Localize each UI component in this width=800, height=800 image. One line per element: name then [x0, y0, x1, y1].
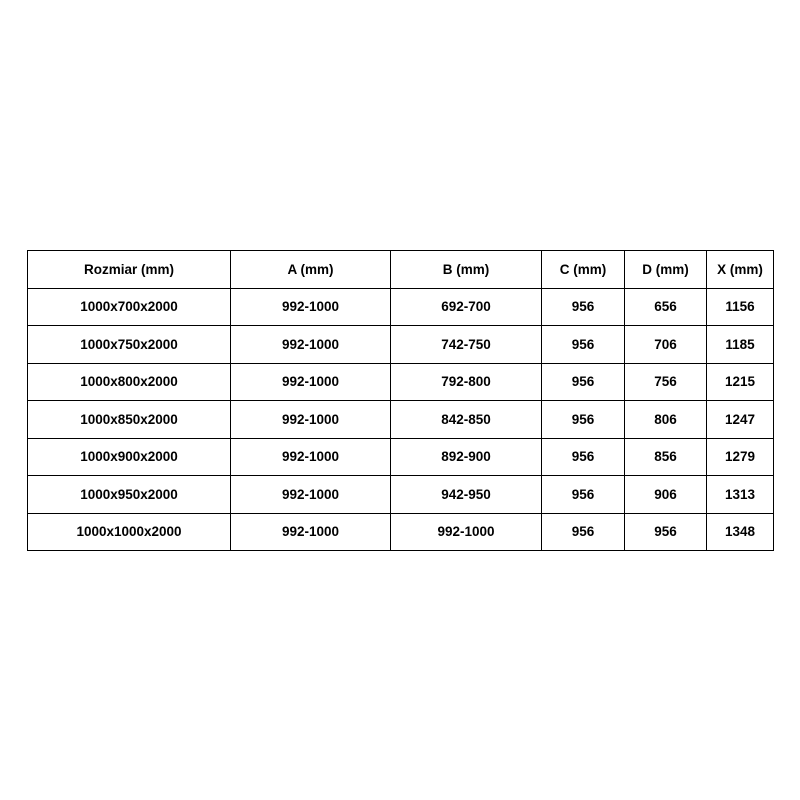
- size-table: [27, 250, 774, 551]
- table-header: [28, 251, 774, 289]
- cell-rozmiar: 1000x700x2000: [28, 288, 231, 326]
- cell-c: 956: [542, 513, 625, 551]
- cell-a: 992-1000: [231, 288, 391, 326]
- cell-rozmiar: 1000x850x2000: [28, 401, 231, 439]
- cell-b: 942-950: [391, 476, 542, 514]
- cell-x: 1348: [707, 513, 774, 551]
- cell-x: 1313: [707, 476, 774, 514]
- column-header-rozmiar: Rozmiar (mm): [28, 251, 231, 289]
- column-header-b: B (mm): [391, 251, 542, 289]
- cell-c: 956: [542, 438, 625, 476]
- table-row: [28, 438, 774, 476]
- cell-b: 992-1000: [391, 513, 542, 551]
- cell-c: 956: [542, 401, 625, 439]
- cell-a: 992-1000: [231, 438, 391, 476]
- table-row: [28, 476, 774, 514]
- table-row: [28, 363, 774, 401]
- table-row: [28, 326, 774, 364]
- table-body: [28, 288, 774, 551]
- cell-b: 842-850: [391, 401, 542, 439]
- cell-rozmiar: 1000x900x2000: [28, 438, 231, 476]
- cell-a: 992-1000: [231, 513, 391, 551]
- cell-b: 692-700: [391, 288, 542, 326]
- cell-x: 1247: [707, 401, 774, 439]
- table-row: [28, 401, 774, 439]
- cell-d: 756: [625, 363, 707, 401]
- table-row: [28, 288, 774, 326]
- cell-x: 1215: [707, 363, 774, 401]
- cell-rozmiar: 1000x750x2000: [28, 326, 231, 364]
- column-header-a: A (mm): [231, 251, 391, 289]
- cell-a: 992-1000: [231, 363, 391, 401]
- cell-rozmiar: 1000x1000x2000: [28, 513, 231, 551]
- cell-a: 992-1000: [231, 476, 391, 514]
- cell-d: 806: [625, 401, 707, 439]
- column-header-x: X (mm): [707, 251, 774, 289]
- cell-c: 956: [542, 363, 625, 401]
- cell-rozmiar: 1000x800x2000: [28, 363, 231, 401]
- cell-d: 706: [625, 326, 707, 364]
- cell-d: 956: [625, 513, 707, 551]
- table-header-row: [28, 251, 774, 289]
- cell-rozmiar: 1000x950x2000: [28, 476, 231, 514]
- cell-d: 906: [625, 476, 707, 514]
- cell-b: 792-800: [391, 363, 542, 401]
- cell-b: 892-900: [391, 438, 542, 476]
- cell-a: 992-1000: [231, 326, 391, 364]
- cell-x: 1185: [707, 326, 774, 364]
- table-row: [28, 513, 774, 551]
- column-header-d: D (mm): [625, 251, 707, 289]
- cell-c: 956: [542, 326, 625, 364]
- cell-a: 992-1000: [231, 401, 391, 439]
- cell-b: 742-750: [391, 326, 542, 364]
- cell-d: 856: [625, 438, 707, 476]
- size-table-container: [27, 250, 773, 551]
- cell-c: 956: [542, 288, 625, 326]
- cell-x: 1156: [707, 288, 774, 326]
- column-header-c: C (mm): [542, 251, 625, 289]
- cell-x: 1279: [707, 438, 774, 476]
- cell-c: 956: [542, 476, 625, 514]
- cell-d: 656: [625, 288, 707, 326]
